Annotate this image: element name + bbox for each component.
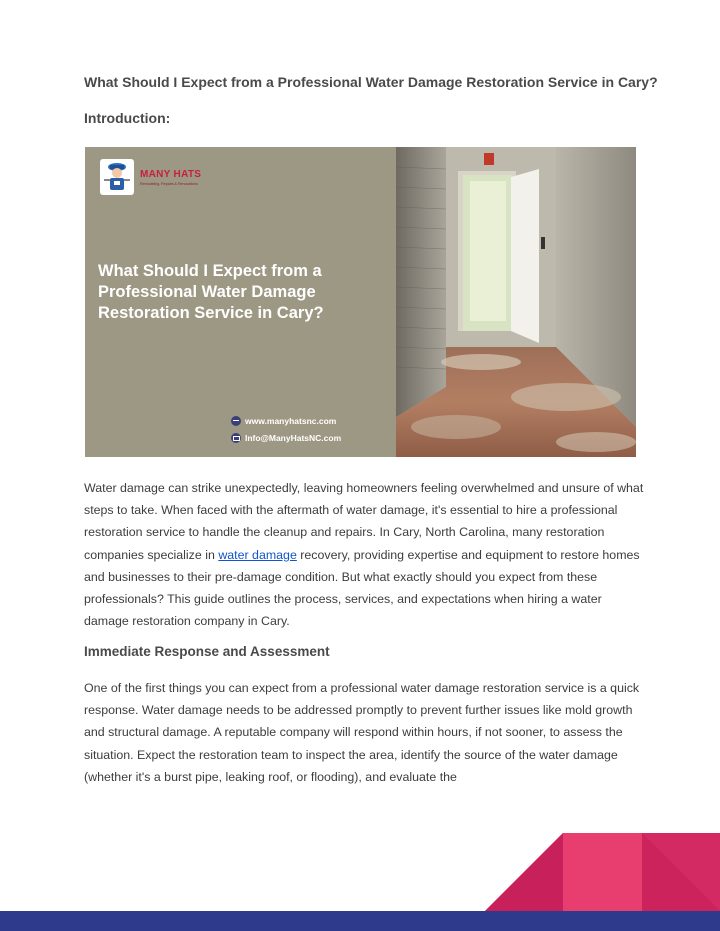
logo-tagline: Remodeling, Repairs & Renovations bbox=[140, 182, 198, 186]
logo-name: MANY HATS bbox=[140, 169, 202, 180]
intro-paragraph bbox=[84, 477, 644, 632]
email-text: Info@ManyHatsNC.com bbox=[245, 433, 342, 443]
section-heading: Immediate Response and Assessment bbox=[84, 644, 330, 659]
intro-text-after-link: recovery, providing expertise and equipment to restore homes and businesses to their pre-damage condition. But what exactly should you expect from these professionals? This guide outlines the process, services, and expectations when hiring a water damage restoration company in Cary. bbox=[84, 547, 640, 629]
footer-bar bbox=[0, 911, 720, 931]
banner-text-panel bbox=[85, 147, 396, 457]
logo-icon bbox=[100, 159, 134, 195]
page-title: What Should I Expect from a Professional Water Damage Restoration Service in Cary? bbox=[84, 74, 658, 90]
footer-decoration bbox=[485, 833, 720, 911]
email-row bbox=[231, 432, 341, 444]
water-damage-link[interactable]: water damage bbox=[218, 547, 297, 562]
banner-heading: What Should I Expect from a Professional Water Damage Restoration Service in Cary? bbox=[98, 262, 324, 322]
mail-icon bbox=[231, 433, 241, 443]
website-row bbox=[231, 415, 336, 427]
intro-text-before-link: Water damage can strike unexpectedly, leaving homeowners feeling overwhelmed and unsure of what steps to take. When faced with the aftermath of water damage, it's essential to hire a professional restoration service to handle the cleanup and repairs. In Cary, North Carolina, many restoration companies specialize in bbox=[84, 481, 644, 562]
banner-image bbox=[85, 147, 636, 457]
section-paragraph: One of the first things you can expect from a professional water damage restoration service is a quick response. Water damage needs to be addressed promptly to prevent further issues like mold growth and structural damage. A reputable company will respond within hours, if not sooner, to assess the situation. Expect the restoration team to inspect the area, identify the source of the water damage (whether it's a burst pipe, leaking roof, or flooding), and evaluate the bbox=[84, 681, 640, 784]
globe-icon bbox=[231, 416, 241, 426]
website-text: www.manyhatsnc.com bbox=[245, 416, 337, 426]
intro-heading: Introduction: bbox=[84, 110, 171, 126]
flooded-room-photo bbox=[396, 147, 636, 457]
